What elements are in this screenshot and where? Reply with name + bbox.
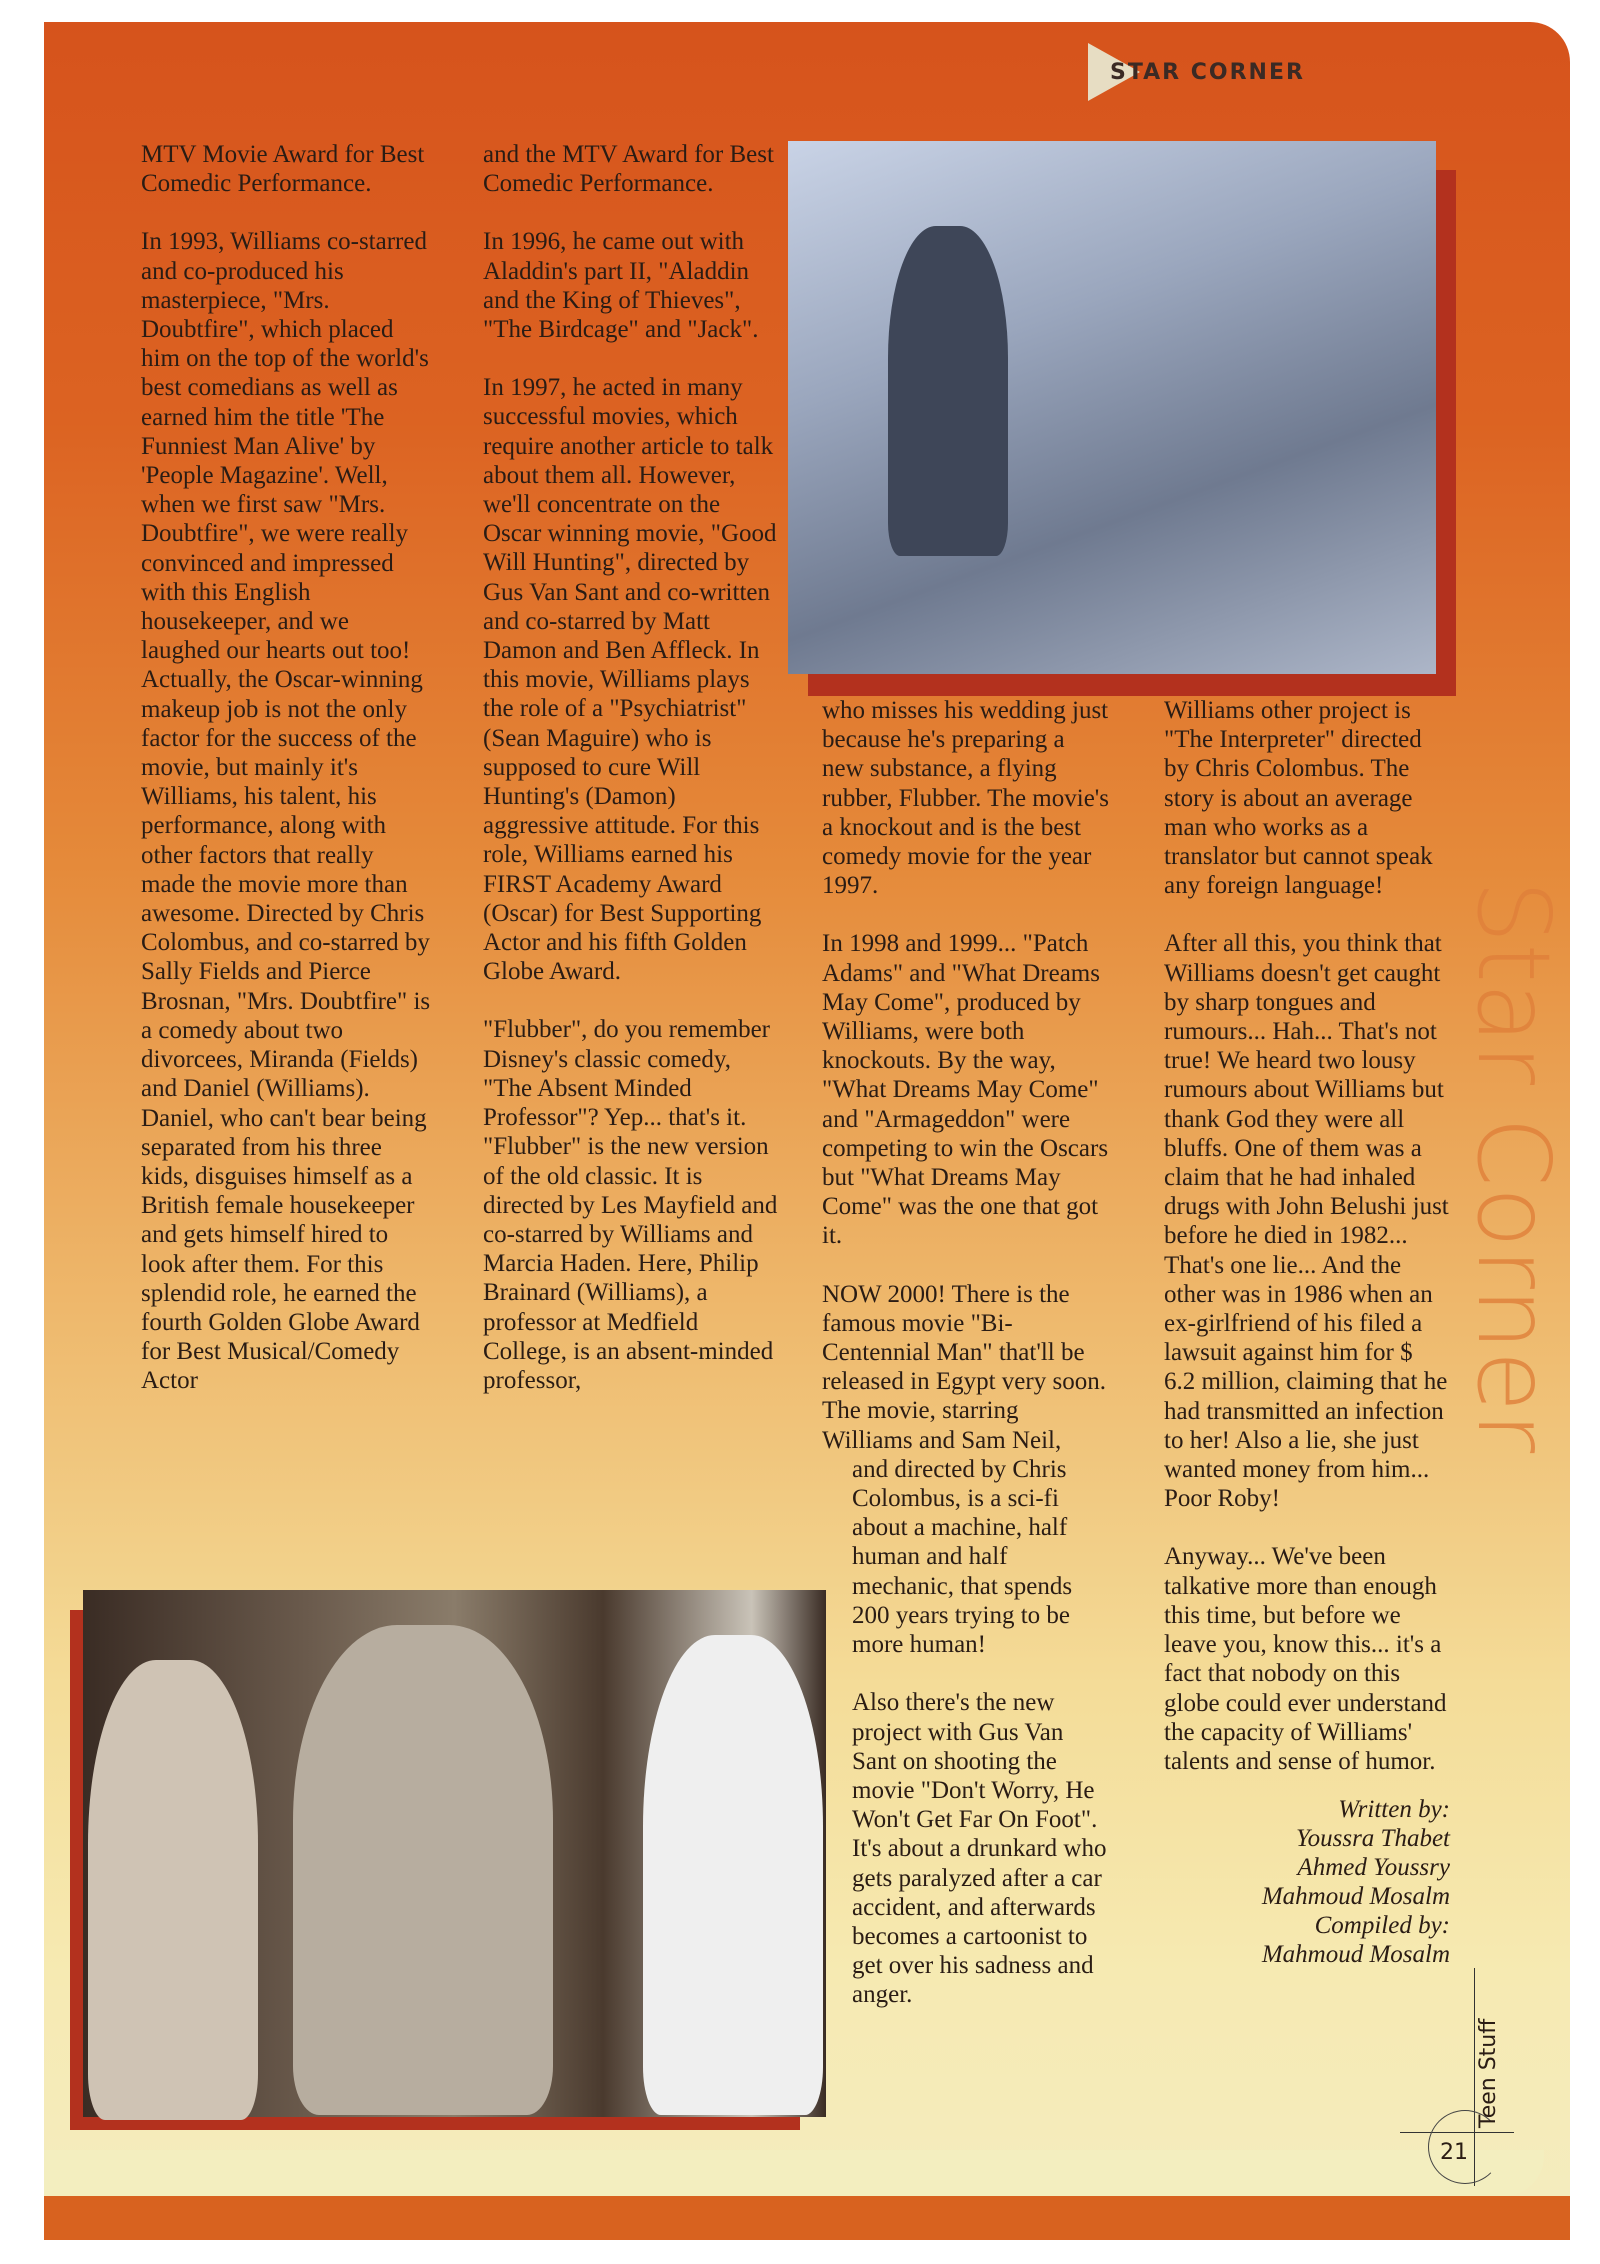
paragraph: In 1998 and 1999... "Patch Adams" and "What Dreams May Come", produced by Williams, were both knockouts. By the way, "What Dreams May Come" and "Armageddon" were competing to win the Oscars but "What Dreams May Come" was the one that got it. — [822, 930, 1109, 1250]
article-column-3-continued — [822, 1455, 1112, 2010]
page-number: 21 — [1440, 2140, 1468, 2165]
credit-line: Youssra Thabet — [1296, 1825, 1450, 1853]
credits — [1164, 1795, 1450, 1969]
paragraph: and directed by Chris Colombus, is a sci-fi about a machine, half human and half mechanic, that spends 200 years trying to be more human! — [852, 1455, 1073, 1659]
photo-three-actors — [83, 1590, 826, 2117]
credit-line: Mahmoud Mosalm — [1261, 1941, 1450, 1969]
credit-line: Compiled by: — [1314, 1912, 1450, 1940]
paragraph: who misses his wedding just because he's preparing a new substance, a flying rubber, Flubber. The movie's a knockout and is the best comedy movie for the year 1997. — [822, 697, 1110, 900]
bottom-band — [44, 2196, 1570, 2240]
paragraph: and the MTV Award for Best Comedic Performance. — [483, 141, 774, 198]
credit-line: Ahmed Youssry — [1297, 1854, 1450, 1882]
paragraph: In 1993, Williams co-starred and co-produced his masterpiece, "Mrs. Doubtfire", which placed him on the top of the world's best comedians as well as earned him the title 'The Funniest Man Alive' by 'People Magazine'. Well, when we first saw "Mrs. Doubtfire", we were really convinced and impressed with this English housekeeper, and we laughed our hearts out too! Actually, the Oscar-winning makeup job is not the only factor for the success of the movie, but mainly it's Williams, his talent, his performance, along with other factors that really made the movie more than awesome. Directed by Chris Colombus, and co-starred by Sally Fields and Pierce Brosnan, "Mrs. Doubtfire" is a comedy about two divorcees, Miranda (Fields) and Daniel (Williams). Daniel, who can't bear being separated from his three kids, disguises himself as a British female housekeeper and gets himself hired to look after them. For this splendid role, he earned the fourth Golden Globe Award for Best Musical/Comedy Actor — [141, 228, 431, 1395]
paragraph: Also there's the new project with Gus Van Sant on shooting the movie "Don't Worry, He Won't Get Far On Foot". It's about a drunkard who gets paralyzed after a car accident, and afterwards becomes a cartoonist to get over his sadness and anger. — [852, 1689, 1107, 2009]
page-corner — [44, 2150, 1544, 2196]
paragraph: NOW 2000! There is the famous movie "Bi-Centennial Man" that'll be released in Egypt very soon. The movie, starring Williams and Sam Neil, — [822, 1280, 1106, 1454]
paragraph: After all this, you think that Williams doesn't get caught by sharp tongues and rumours... Hah... That's not true! We heard two lousy rumours about Williams but thank God they were all bluffs. One of them was a claim that he had inhaled drugs with John Belushi just before he died in 1982... That's one lie... And the other was in 1986 when an ex-girlfriend of his filed a lawsuit against him for $ 6.2 million, claiming that he had transmitted an infection to her! Also a lie, she just wanted money from him... Poor Roby! — [1164, 930, 1449, 1513]
article-column-1 — [141, 140, 431, 1425]
paragraph: MTV Movie Award for Best Comedic Performance. — [141, 141, 425, 198]
magazine-name: Teen Stuff — [1476, 2018, 1501, 2128]
article-column-3 — [822, 696, 1112, 2039]
article-column-2 — [483, 140, 783, 1424]
credit-line: Mahmoud Mosalm — [1261, 1883, 1450, 1911]
section-header — [1088, 42, 1305, 102]
side-title: Star Corner — [1455, 880, 1572, 1454]
photo-man-sitting-street — [788, 141, 1436, 674]
paragraph: Williams other project is "The Interpreter" directed by Chris Colombus. The story is about an average man who works as a translator but cannot speak any foreign language! — [1164, 697, 1433, 900]
paragraph: Anyway... We've been talkative more than enough this time, but before we leave you, know this... it's a fact that nobody on this globe could ever understand the capacity of Williams' talents and sense of humor. — [1164, 1543, 1447, 1775]
paragraph: In 1996, he came out with Aladdin's part II, "Aladdin and the King of Thieves", "The Birdcage" and "Jack". — [483, 228, 759, 344]
section-title: STAR CORNER — [1110, 59, 1305, 85]
article-column-4 — [1164, 696, 1450, 1969]
credit-line: Written by: — [1338, 1796, 1450, 1824]
paragraph: "Flubber", do you remember Disney's classic comedy, "The Absent Minded Professor"? Yep... that's it. "Flubber" is the new version of the old classic. It is directed by Les Mayfield and co-starred by Williams and Marcia Haden. Here, Philip Brainard (Williams), a professor at Medfield College, is an absent-minded professor, — [483, 1016, 778, 1394]
paragraph: In 1997, he acted in many successful movies, which require another article to talk about them all. However, we'll concentrate on the Oscar winning movie, "Good Will Hunting", directed by Gus Van Sant and co-written and co-starred by Matt Damon and Ben Affleck. In this movie, Williams plays the role of a "Psychiatrist" (Sean Maguire) who is supposed to cure Will Hunting's (Damon) aggressive attitude. For this role, Williams earned his FIRST Academy Award (Oscar) for Best Supporting Actor and his fifth Golden Globe Award. — [483, 374, 777, 986]
